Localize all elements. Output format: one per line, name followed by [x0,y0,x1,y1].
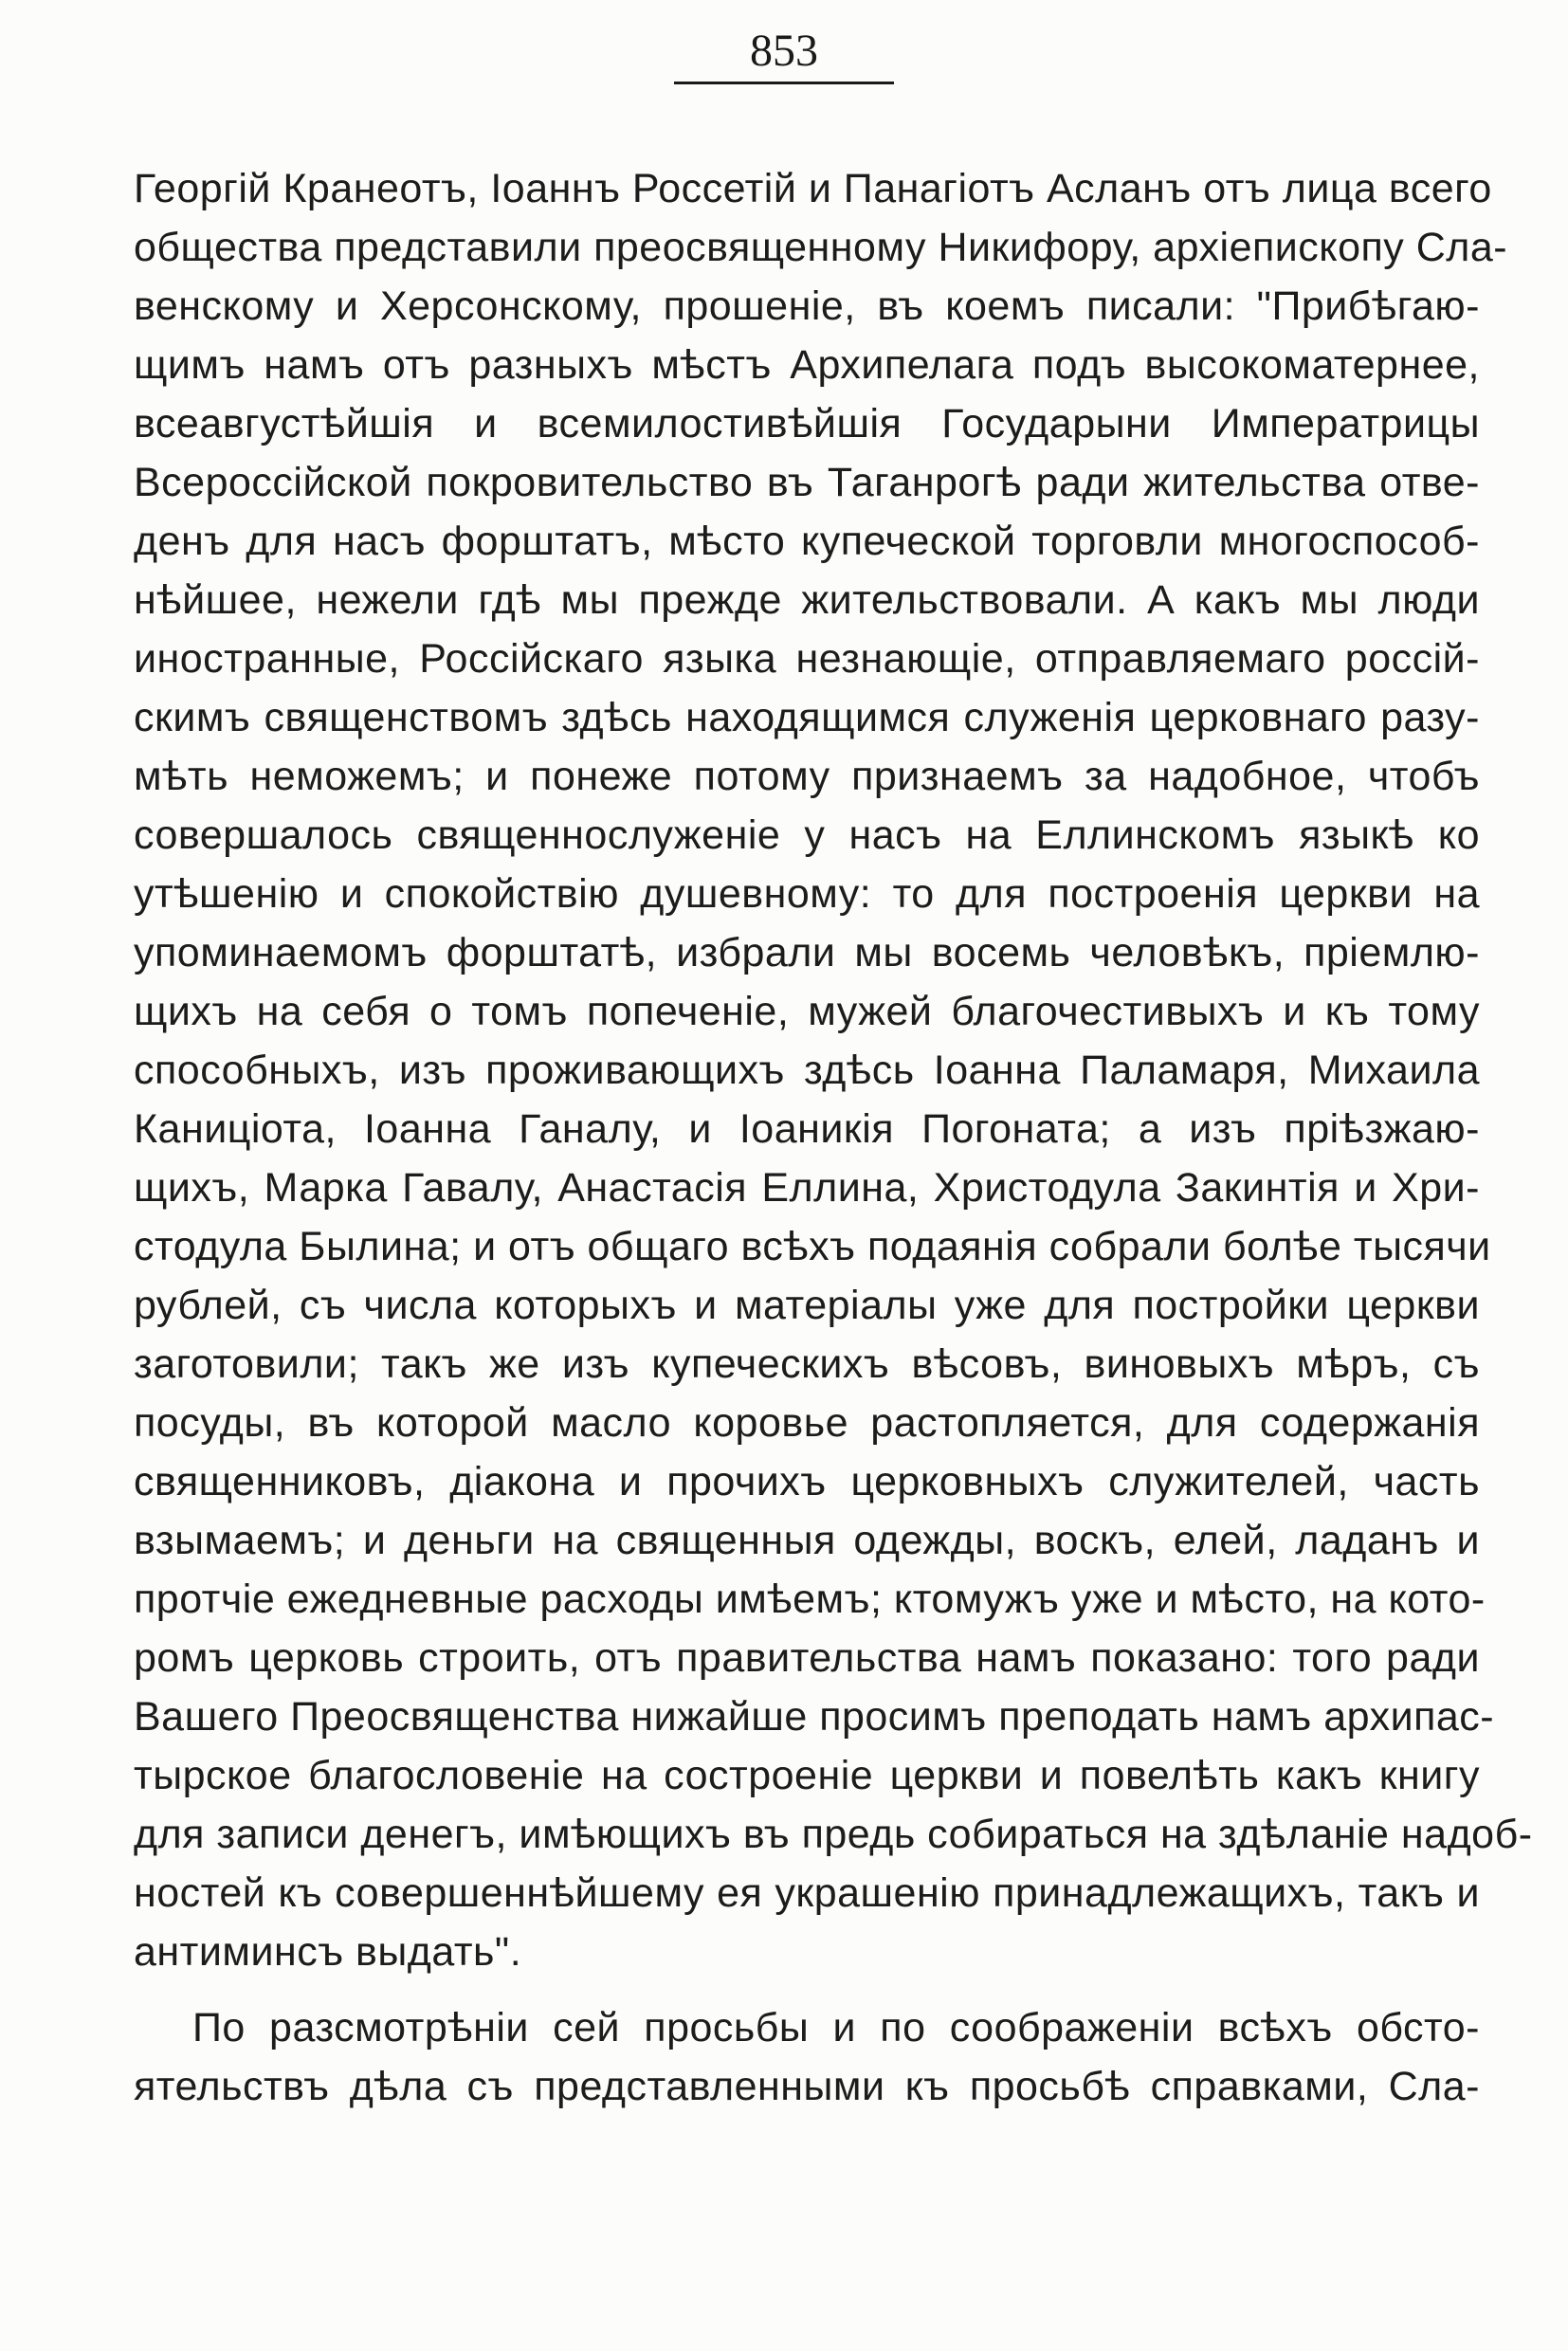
text-line: Всероссійской покровительство въ Таганрогѣ ради жительства отве- [134,460,1480,505]
text-line: нѣйшее, нежели гдѣ мы прежде жительствовали. А какъ мы люди [134,577,1480,623]
text-line: утѣшенію и спокойствію душевному: то для построенія церкви на [134,871,1480,917]
text-line: упоминаемомъ форштатѣ, избрали мы восемь человѣкъ, пріемлю- [134,930,1480,975]
text-line: щихъ, Марка Гавалу, Анастасія Еллина, Христодула Закинтія и Хри- [134,1165,1480,1211]
text-line: венскому и Херсонскому, прошеніе, въ коемъ писали: "Прибѣгаю- [134,283,1480,329]
text-line: стодула Былина; и отъ общаго всѣхъ подаянія собрали болѣе тысячи [134,1224,1491,1269]
text-line: Каниціота, Іоанна Ганалу, и Іоаникія Погоната; а изъ прiѣзжаю- [134,1106,1480,1152]
text-line: антиминсъ выдать". [134,1929,522,1975]
text-line: По разсмотрѣніи сей просьбы и по соображеніи всѣхъ обсто- [192,2005,1480,2050]
text-line: для записи денегъ, имѣющихъ въ предь собираться на здѣланіе надоб- [134,1812,1533,1857]
text-line: рублей, съ числа которыхъ и матеріалы уже для постройки церкви [134,1283,1480,1328]
text-line: взымаемъ; и деньги на священныя одежды, воскъ, елей, ладанъ и [134,1518,1480,1563]
text-line: совершалось священнослуженіе у насъ на Еллинскомъ языкѣ ко [134,812,1480,858]
page-number: 853 [674,21,894,84]
text-line: Вашего Преосвященства нижайше просимъ преподать намъ архипас- [134,1694,1495,1740]
text-line: посуды, въ которой масло коровье растопляется, для содержанія [134,1400,1480,1446]
text-line: ромъ церковь строить, отъ правительства намъ показано: того ради [134,1635,1480,1681]
paragraph-1 [134,159,1533,1981]
text-line: мѣть неможемъ; и понеже потому признаемъ за надобное, чтобъ [134,754,1480,799]
text-line: способныхъ, изъ проживающихъ здѣсь Іоанна Паламаря, Михаила [134,1048,1480,1093]
text-line: всеавгустѣйшія и всемилостивѣйшія Государыни Императрицы [134,401,1480,447]
text-line: общества представили преосвященному Никифору, архіепископу Сла- [134,225,1508,270]
text-line: скимъ священствомъ здѣсь находящимся служенія церковнаго разу- [134,695,1480,740]
paragraph-2 [134,1998,1480,2116]
text-line: щимъ намъ отъ разныхъ мѣстъ Архипелага подъ высокоматернее, [134,342,1480,388]
text-line: иностранные, Россійскаго языка незнающіе, отправляемаго россій- [134,636,1480,682]
text-line: священниковъ, діакона и прочихъ церковныхъ служителей, часть [134,1459,1480,1504]
text-line: денъ для насъ форштатъ, мѣсто купеческой торговли многоспособ- [134,519,1480,564]
text-line: Георгій Кранеотъ, Іоаннъ Россетій и Панагіотъ Асланъ отъ лица всего [134,166,1492,211]
text-line: ностей къ совершеннѣйшему ея украшенію принадлежащихъ, такъ и [134,1870,1480,1916]
text-line: заготовили; такъ же изъ купеческихъ вѣсовъ, виновыхъ мѣръ, съ [134,1341,1480,1387]
body-text [134,159,1533,2116]
text-line: протчіе ежедневные расходы имѣемъ; ктомужъ уже и мѣсто, на кото- [134,1576,1486,1622]
text-line: тырское благословеніе на состроеніе церкви и повелѣть какъ книгу [134,1753,1480,1798]
text-line: ятельствъ дѣла съ представленными къ просьбѣ справками, Сла- [134,2064,1480,2109]
text-line: щихъ на себя о томъ попеченіе, мужей благочестивыхъ и къ тому [134,989,1480,1034]
